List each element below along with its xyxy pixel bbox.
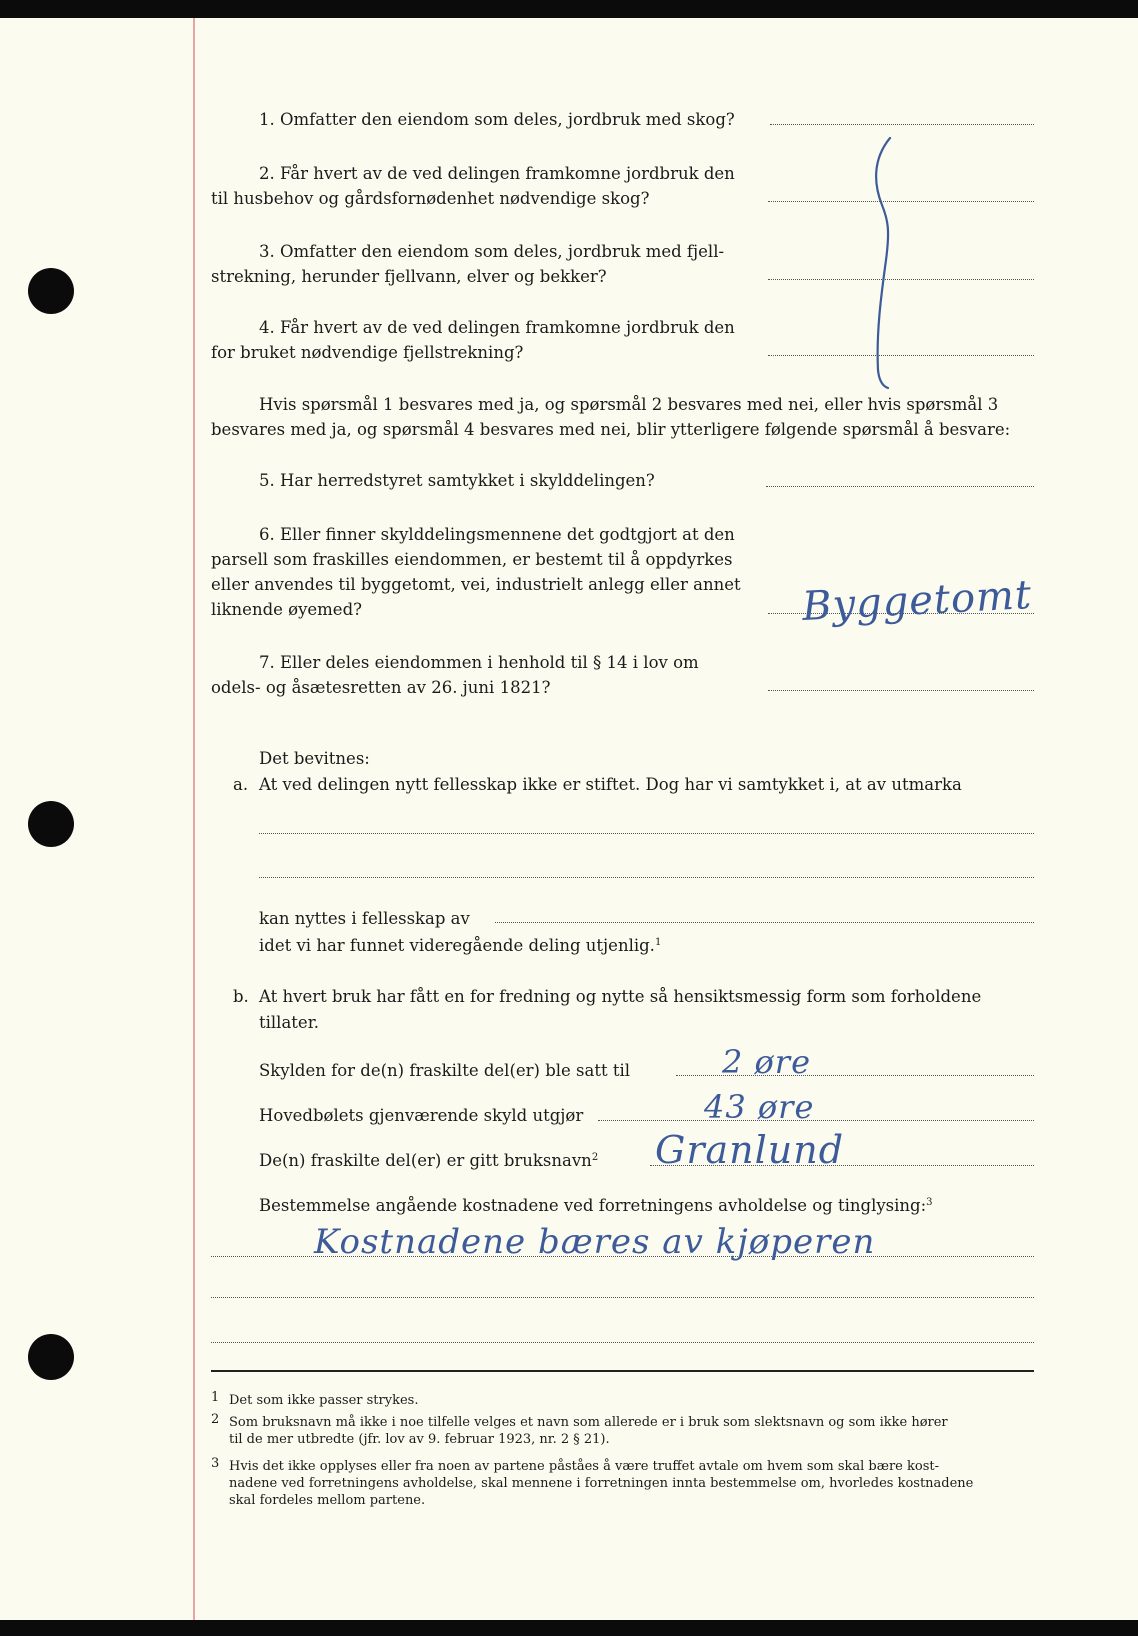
handwritten-answer-6: Byggetomt (800, 572, 1034, 630)
bruksnavn-label: De(n) fraskilte del(er) er gitt bruksnavn$^2$ (259, 1151, 599, 1170)
footnote-3-number: 3 (211, 1456, 220, 1471)
blank-line-a2 (259, 877, 1034, 878)
question-4-line-2: for bruket nødvendige fjellstrekning? (211, 343, 524, 362)
footnote-2-line-2: til de mer utbredte (jfr. lov av 9. februar 1923, nr. 2 § 21). (229, 1432, 610, 1447)
footnote-2-number: 2 (211, 1412, 220, 1427)
blank-line-fellesskap (495, 922, 1034, 923)
question-7-line-1: 7. Eller deles eiendommen i henhold til § 14 i lov om (259, 653, 699, 672)
punch-hole-top (28, 268, 74, 314)
answer-line-7 (768, 690, 1034, 691)
question-6-line-2: parsell som fraskilles eiendommen, er bestemt til å oppdyrkes (211, 550, 733, 569)
footnote-1-number: 1 (211, 1390, 220, 1405)
question-2-line-1: 2. Får hvert av de ved delingen framkomne jordbruk den (259, 164, 735, 183)
condition-line-1: Hvis spørsmål 1 besvares med ja, og spørsmål 2 besvares med nei, eller hvis spørsmål 3 (259, 395, 999, 414)
question-5: 5. Har herredstyret samtykket i skylddelingen? (259, 471, 655, 490)
skyld-label: Skylden for de(n) fraskilte del(er) ble satt til (259, 1061, 631, 1080)
footnote-ref-1: 1 (654, 937, 662, 948)
blank-line-a1 (259, 833, 1034, 834)
item-a-kan: kan nyttes i fellesskap av (259, 909, 470, 928)
bestemmelse-label: Bestemmelse angående kostnadene ved forretningens avholdelse og tinglysing:$^3$ (259, 1196, 933, 1215)
handwritten-brace (870, 130, 910, 390)
footnote-ref-3: 3 (926, 1197, 933, 1208)
item-a-label: a. (233, 775, 249, 794)
question-6-line-3: eller anvendes til byggetomt, vei, industrielt anlegg eller annet (211, 575, 741, 594)
scan-top-border (0, 0, 1138, 18)
margin-line (193, 18, 195, 1620)
footnote-3-line-2: nadene ved forretningens avholdelse, skal mennene i forretningen innta bestemmelse om, hvorledes kostnadene (229, 1476, 974, 1491)
question-2-line-2: til husbehov og gårdsfornødenhet nødvendige skog? (211, 189, 650, 208)
item-b-label: b. (233, 987, 249, 1006)
answer-line-5 (766, 486, 1034, 487)
question-7-line-2: odels- og åsætesretten av 26. juni 1821? (211, 678, 551, 697)
item-a-text: At ved delingen nytt fellesskap ikke er stiftet. Dog har vi samtykket i, at av utmarka (259, 775, 962, 794)
answer-line-1 (770, 124, 1034, 125)
handwritten-bruksnavn: Granlund (655, 1128, 845, 1172)
hovedbol-label: Hovedbølets gjenværende skyld utgjør (259, 1106, 584, 1125)
item-b-text-line-1: At hvert bruk har fått en for fredning og nytte så hensiktsmessig form som forholdene (259, 987, 982, 1006)
footnote-1-text: Det som ikke passer strykes. (229, 1393, 419, 1408)
item-a-idet: idet vi har funnet videregående deling utjenlig.$^1$ (259, 936, 662, 955)
bestemmelse-line-3 (211, 1342, 1034, 1343)
question-4-line-1: 4. Får hvert av de ved delingen framkomne jordbruk den (259, 318, 735, 337)
question-3-line-1: 3. Omfatter den eiendom som deles, jordbruk med fjell- (259, 242, 725, 261)
question-1: 1. Omfatter den eiendom som deles, jordbruk med skog? (259, 110, 735, 129)
footnote-2-line-1: Som bruksnavn må ikke i noe tilfelle velges et navn som allerede er i bruk som slektsnavn og som ikke hører (229, 1415, 948, 1430)
bestemmelse-line-2 (211, 1297, 1034, 1298)
footnote-rule (211, 1370, 1034, 1372)
punch-hole-bottom (28, 1334, 74, 1380)
handwritten-hovedbol: 43 øre (704, 1088, 815, 1126)
bevitnes-heading: Det bevitnes: (259, 749, 370, 768)
condition-line-2: besvares med ja, og spørsmål 4 besvares med nei, blir ytterligere følgende spørsmål å besvare: (211, 420, 1011, 439)
question-6-line-1: 6. Eller finner skylddelingsmennene det godtgjort at den (259, 525, 735, 544)
handwritten-skyld: 2 øre (722, 1043, 812, 1081)
item-b-text-line-2: tillater. (259, 1013, 320, 1032)
hovedbol-line (598, 1120, 1034, 1121)
handwritten-kostnader: Kostnadene bæres av kjøperen (314, 1222, 876, 1262)
question-3-line-2: strekning, herunder fjellvann, elver og bekker? (211, 267, 607, 286)
footnote-3-line-3: skal fordeles mellom partene. (229, 1493, 426, 1508)
punch-hole-middle (28, 801, 74, 847)
scan-bottom-border (0, 1620, 1138, 1636)
question-6-line-4: liknende øyemed? (211, 600, 362, 619)
footnote-ref-2: 2 (591, 1152, 599, 1163)
footnote-3-line-1: Hvis det ikke opplyses eller fra noen av partene påståes å være truffet avtale om hvem som skal bære kost- (229, 1459, 940, 1474)
